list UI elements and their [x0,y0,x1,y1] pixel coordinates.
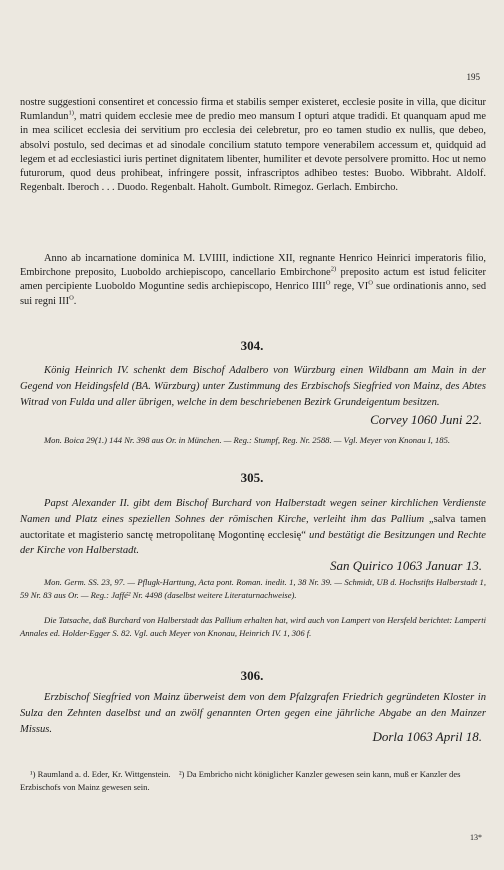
dating-text-a: Anno ab incarnatione dominica M. LVIIII, indictione XII, regnante Henrico Heinrici imperatoris filio, Embirchone preposito, Luoboldo archiepiscopo, cancellario Embirchone [20,253,486,279]
regest-305-text-a: Papst Alexander II. gibt dem Bischof Burchard von Halberstadt wegen seiner kirchlichen Verdienste Namen und Platz eines speziellen Sohnes der römischen Kirche, verleiht ihm das Pallium [20,498,486,525]
regest-306-text: Erzbischof Siegfried von Mainz überweist dem von dem Pfalzgrafen Friedrich gegründeten Kloster in Sulza den Zehnten daselbst und an zwölf genannten Orten gegen eine jährliche Abgabe an den Mainzer Missus. [20,692,486,735]
ordinal-mark: O [368,279,373,287]
regest-304 [20,363,486,410]
dating-text-b: preposito actum est istud feliciter amen percipiente Luoboldo Moguntine sedis archiepiscopo, Henrico IIII [20,267,486,293]
note-305: Die Tatsache, daß Burchard von Halberstadt das Pallium erhalten hat, wird auch von Lampert von Hersfeld berichtet: Lamperti Annales ed. Holder-Egger S. 82. Vgl. auch Meyer von Knonau, Heinrich IV. 1, 306 f. [20,615,486,638]
charter-text-paragraph [20,96,486,195]
entry-304-date: Corvey 1060 Juni 22. [370,412,482,427]
entry-number-304: 304. [240,338,264,353]
regest-305-text-b: und bestätigt die Besitzungen und Rechte der Kirche von Halberstadt. [20,529,486,557]
entry-number-306: 306. [240,668,264,683]
footnote-ref-2: 2) [330,265,337,273]
regest-305 [20,496,486,559]
footnote-ref-1: 1) [68,109,74,117]
dating-paragraph [20,252,486,309]
entry-number-305: 305. [240,470,264,485]
entry-306-date: Dorla 1063 April 18. [372,729,482,744]
regest-305-latin: „salva tamen auctoritate et magisterio sanctę metropolitanę Mogontinę ecclesię“ [20,513,486,541]
dating-text-e: . [73,295,77,307]
source-305: Mon. Germ. SS. 23, 97. — Pflugk-Harttung, Acta pont. Roman. inedit. 1, 38 Nr. 39. — Schmidt, UB d. Hochstifts Halberstadt 1, 59 Nr. 83 aus Or. — Reg.: Jaffé² Nr. 4498 (daselbst weitere Literaturnachweise). [20,577,486,600]
footnotes [20,768,486,793]
source-304: Mon. Boica 29(1.) 144 Nr. 398 aus Or. in München. — Reg.: Stumpf, Reg. Nr. 2588. — Vgl. Meyer von Knonau I, 185. [44,435,451,445]
charter-text-b: , matri quidem ecclesie mee de predio meo mansum I opturi atque tradidi. Et quanquam apud me in mea scilicet ecclesia dei servitium pro ecclesia dei celebretur, pro eo tamen studio ex nullis, que debeo, absolvi postulo, sed decimas et ad sinodale concilium statuto tempore venerabilem accessum et, quidquid ad legem et ad ecclesiastici iuris pertinet dignitatem libenter, humiliter et devote persolvere promitto. Hoc ut nemo futurorum, quod deus prohibeat, infringere possit, infrascriptos adhibeo testes: Buobo. Wibbraht. Aldolf. Regenbalt. Iberoch . . . Duodo. Regenbalt. Haholt. Gumbolt. Rimegoz. Gerlach. Embircho. [20,111,486,194]
entry-305-date: San Quirico 1063 Januar 13. [329,558,482,573]
ordinal-mark: O [325,279,331,287]
charter-text-a: nostre suggestioni consentiret et concessio firma et stabilis semper existeret, ecclesie posite in villa, que dicitur Rumlandun [20,97,486,123]
footnote-1: ¹) Raumland a. d. Eder, Kr. Wittgenstein. [30,769,171,779]
page-number: 195 [466,72,480,82]
regest-304-text: König Heinrich IV. schenkt dem Bischof Adalbero von Würzburg einen Wildbann am Main in der Gegend von Heidingsfeld (BA. Würzburg) unter Zustimmung des Erzbischofs Siegfried von Mainz, des Abtes Witrad von Fulda und aller übrigen, welche in dem beschriebenen Bezirk Grundeigentum besitzen. [20,365,486,408]
footnote-2: ²) Da Embricho nicht königlicher Kanzler gewesen sein kann, muß er Kanzler des Erzbischofs von Mainz gewesen sein. [20,769,461,792]
ordinal-mark: O [69,294,74,302]
dating-text-c: rege, VI [330,281,369,293]
signature-mark: 13* [470,833,482,842]
dating-text-d: sue ordinationis anno, sed sui regni III [20,281,487,307]
